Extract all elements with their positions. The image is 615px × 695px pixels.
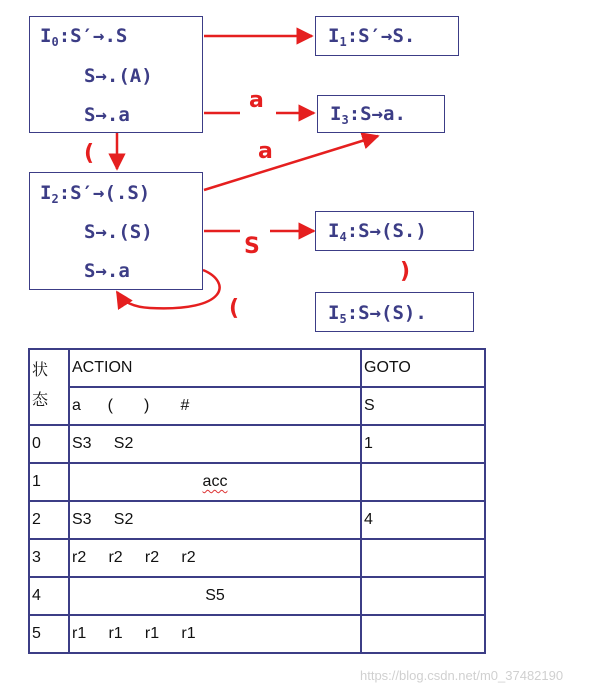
state-i2-line-3: S→.a — [84, 260, 130, 282]
state-i0-line-3: S→.a — [84, 104, 130, 126]
goto-symbols: S — [361, 387, 485, 425]
watermark: https://blog.csdn.net/m0_37482190 — [360, 668, 564, 683]
acc-label: acc — [202, 473, 228, 490]
edge-label-i4-i5: ) — [400, 259, 411, 284]
action-symbols: a ( ) # — [69, 387, 361, 425]
state-i0 — [29, 16, 203, 133]
state-i5-line-1: $I_5:S\to(S)$. — [328, 302, 427, 326]
row-goto — [361, 615, 485, 653]
row-goto: 1 — [361, 425, 485, 463]
state-i4 — [315, 211, 474, 251]
state-i3-line-1: $I_3:S\to a$. — [330, 103, 406, 127]
row-state: 0 — [29, 425, 69, 463]
table-row — [29, 463, 485, 501]
table-row — [29, 615, 485, 653]
state-i5 — [315, 292, 474, 332]
row-action: S5 — [69, 577, 361, 615]
row-action: S3 S2 — [69, 501, 361, 539]
row-goto — [361, 463, 485, 501]
table-row — [29, 539, 485, 577]
state-i0-line-1: $I_0:S'\to.S$ — [40, 25, 128, 49]
edge-label-i2-i3: a — [258, 139, 273, 164]
state-i4-line-1: $I_4:S\to(S.)$ — [328, 220, 427, 244]
row-action — [69, 463, 361, 501]
state-i2-line-2: S→.(S) — [84, 221, 153, 243]
row-goto — [361, 539, 485, 577]
action-header: ACTION — [69, 349, 361, 387]
table-header-row — [29, 349, 485, 387]
edge-label-i0-i3: a — [249, 88, 264, 113]
row-state: 2 — [29, 501, 69, 539]
state-column-header: 状 态 — [29, 349, 69, 425]
row-state: 5 — [29, 615, 69, 653]
table-symbol-row — [29, 387, 485, 425]
row-state: 3 — [29, 539, 69, 577]
state-i3 — [317, 95, 445, 133]
table-row — [29, 501, 485, 539]
table-row — [29, 425, 485, 463]
edge-i2-i3 — [204, 136, 378, 190]
state-i1 — [315, 16, 459, 56]
row-state: 4 — [29, 577, 69, 615]
row-state: 1 — [29, 463, 69, 501]
edge-label-i2-loop: ( — [229, 296, 240, 321]
row-goto — [361, 577, 485, 615]
state-i0-line-2: S→.(A) — [84, 65, 153, 87]
row-action: r1 r1 r1 r1 — [69, 615, 361, 653]
lr-parsing-table — [28, 348, 486, 654]
table-row — [29, 577, 485, 615]
edge-label-i2-i4: S — [244, 234, 260, 259]
edge-label-i0-i2: ( — [84, 141, 95, 166]
row-action: S3 S2 — [69, 425, 361, 463]
row-goto: 4 — [361, 501, 485, 539]
goto-header: GOTO — [361, 349, 485, 387]
state-i1-line-1: $I_1:S'\to S$. — [328, 25, 416, 49]
row-action: r2 r2 r2 r2 — [69, 539, 361, 577]
state-i2-line-1: $I_2:S'\to(.S)$ — [40, 182, 151, 206]
state-i2 — [29, 172, 203, 290]
